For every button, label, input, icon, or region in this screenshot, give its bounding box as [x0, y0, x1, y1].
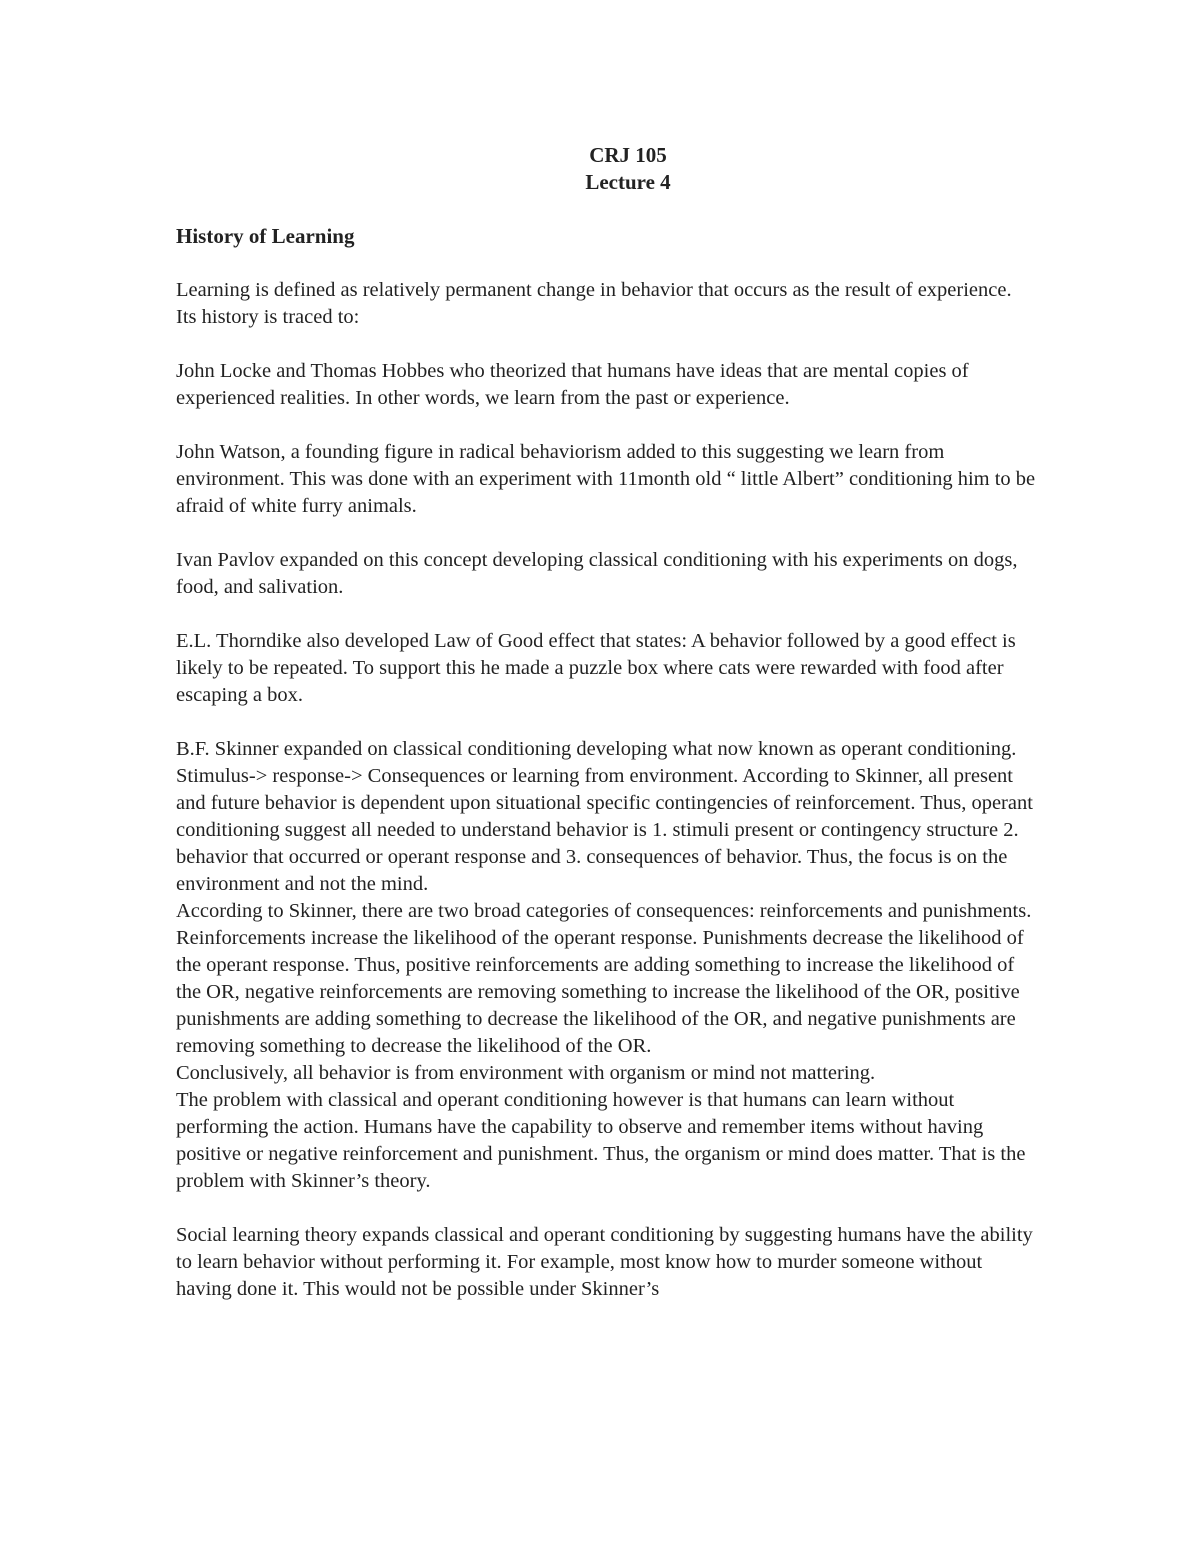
paragraph-skinner: B.F. Skinner expanded on classical conditioning developing what now known as operant conditioning. Stimulus-> response-> Consequences or learning from environment. According to Skinner, all present and future behavior is dependent upon situational specific contingencies of reinforcement. Thus, operant conditioning suggest all needed to understand behavior is 1. stimuli present or contingency structure 2. behavior that occurred or operant response and 3. consequences of behavior. Thus, the focus is on the environment and not the mind. — [176, 738, 1033, 895]
document-page — [176, 142, 1036, 1330]
lecture-title: Lecture 4 — [585, 170, 671, 194]
paragraph-pavlov: Ivan Pavlov expanded on this concept developing classical conditioning with his experiments on dogs, food, and salivation. — [176, 549, 1018, 598]
paragraph-definition: Learning is defined as relatively permanent change in behavior that occurs as the result of experience. Its history is traced to: — [176, 279, 1012, 328]
paragraph-conclusion: Conclusively, all behavior is from environment with organism or mind not mattering. — [176, 1062, 876, 1084]
paragraph-social-learning: Social learning theory expands classical and operant conditioning by suggesting humans have the ability to learn behavior without performing it. For example, most know how to murder someone without having done it. This would not be possible under Skinner’s — [176, 1224, 1033, 1300]
paragraph-locke-hobbes: John Locke and Thomas Hobbes who theorized that humans have ideas that are mental copies of experienced realities. In other words, we learn from the past or experience. — [176, 360, 969, 409]
paragraph-consequences: According to Skinner, there are two broad categories of consequences: reinforcements and punishments. Reinforcements increase the likelihood of the operant response. Punishments decrease the likelihood of the operant response. Thus, positive reinforcements are adding something to increase the likelihood of the OR, negative reinforcements are removing something to increase the likelihood of the OR, positive punishments are adding something to decrease the likelihood of the OR, and negative punishments are removing something to decrease the likelihood of the OR. — [176, 900, 1032, 1057]
paragraph-watson: John Watson, a founding figure in radical behaviorism added to this suggesting we learn from environment. This was done with an experiment with 11month old “ little Albert” conditioning him to be afraid of white furry animals. — [176, 441, 1036, 517]
course-title: CRJ 105 — [589, 143, 667, 167]
section-heading: History of Learning — [176, 224, 355, 248]
paragraph-thorndike: E.L. Thorndike also developed Law of Good effect that states: A behavior followed by a good effect is likely to be repeated. To support this he made a puzzle box where cats were rewarded with food after escaping a box. — [176, 630, 1016, 706]
paragraph-problem: The problem with classical and operant conditioning however is that humans can learn without performing the action. Humans have the capability to observe and remember items without having positive or negative reinforcement and punishment. Thus, the organism or mind does matter. That is the problem with Skinner’s theory. — [176, 1089, 1026, 1192]
